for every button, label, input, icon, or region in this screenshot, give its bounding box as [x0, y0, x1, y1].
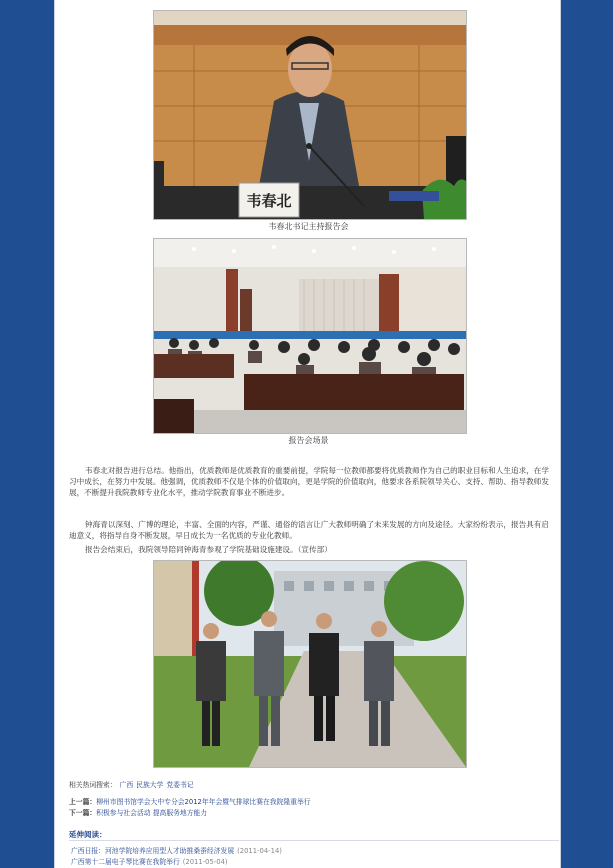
extended-item-link[interactable]: 广西第十二届电子琴比赛在我院举行 [71, 858, 180, 866]
paragraph-summary: 韦春北对报告进行总结。他指出，优质教师是优质教育的重要前提，学院每一位教师都要将优质教师作为自己的职业目标和人生追求，在学习中成长，在努力中发展。他强调，优质教师不仅是个体的价值取向，更是学院的价值取向，他要求各系院领导关心、支持、帮助、指导教师发展，不断提升我院教师专业化水平，推动学院教育事业不断进步。 [69, 466, 549, 497]
next-article-link[interactable]: 积极参与社会活动 提高服务地方能力 [96, 809, 208, 817]
next-label: 下一篇： [69, 809, 97, 817]
keyword-link[interactable]: 广西 [119, 781, 134, 789]
prev-label: 上一篇： [69, 798, 97, 806]
photo-caption-1: 韦春北书记主持报告会 [268, 222, 349, 231]
extended-item-link[interactable]: 广西日报：河池学院培养应用型人才助推桑蚕经济发展 [71, 847, 235, 855]
paragraph-reaction: 钟海青以深刻、广博的理论，丰富、全面的内容，严谨、通俗的语言让广大教师明确了未来发展的方向及途径。大家纷纷表示，报告具有启迪意义，将指导自身不断发展，早日成长为一名优质的专业化教师。 [69, 520, 549, 540]
divider [69, 840, 559, 841]
photo-campus-tour [153, 560, 467, 768]
next-article [69, 807, 207, 817]
nameplate-text: 韦春北 [246, 192, 292, 210]
extended-reading-title: 延伸阅读： [69, 830, 107, 839]
prev-article [69, 796, 311, 806]
article-page [54, 0, 561, 868]
related-keywords [69, 779, 194, 789]
extended-item [71, 856, 228, 866]
campus-tour-image [154, 561, 466, 767]
photo-speaker [153, 10, 467, 220]
extended-item-date: (2011-04-14) [237, 847, 282, 855]
photo-caption-2: 报告会场景 [288, 436, 329, 445]
related-label: 相关热词搜索： [69, 781, 117, 789]
photo-auditorium [153, 238, 467, 434]
keyword-link[interactable]: 党委书记 [166, 781, 194, 789]
extended-item [71, 845, 282, 855]
paragraph-tour: 报告会结束后，我院领导陪同钟海青参观了学院基础设施建设。（宣传部） [85, 545, 332, 554]
speaker-image [154, 11, 466, 219]
extended-item-date: (2011-05-04) [182, 858, 228, 866]
prev-article-link[interactable]: 柳州市图书馆学会大中专分会2012年年会暨气排球比赛在我院隆重举行 [96, 798, 311, 806]
auditorium-image [154, 239, 466, 433]
keyword-link[interactable]: 民族大学 [136, 781, 164, 789]
